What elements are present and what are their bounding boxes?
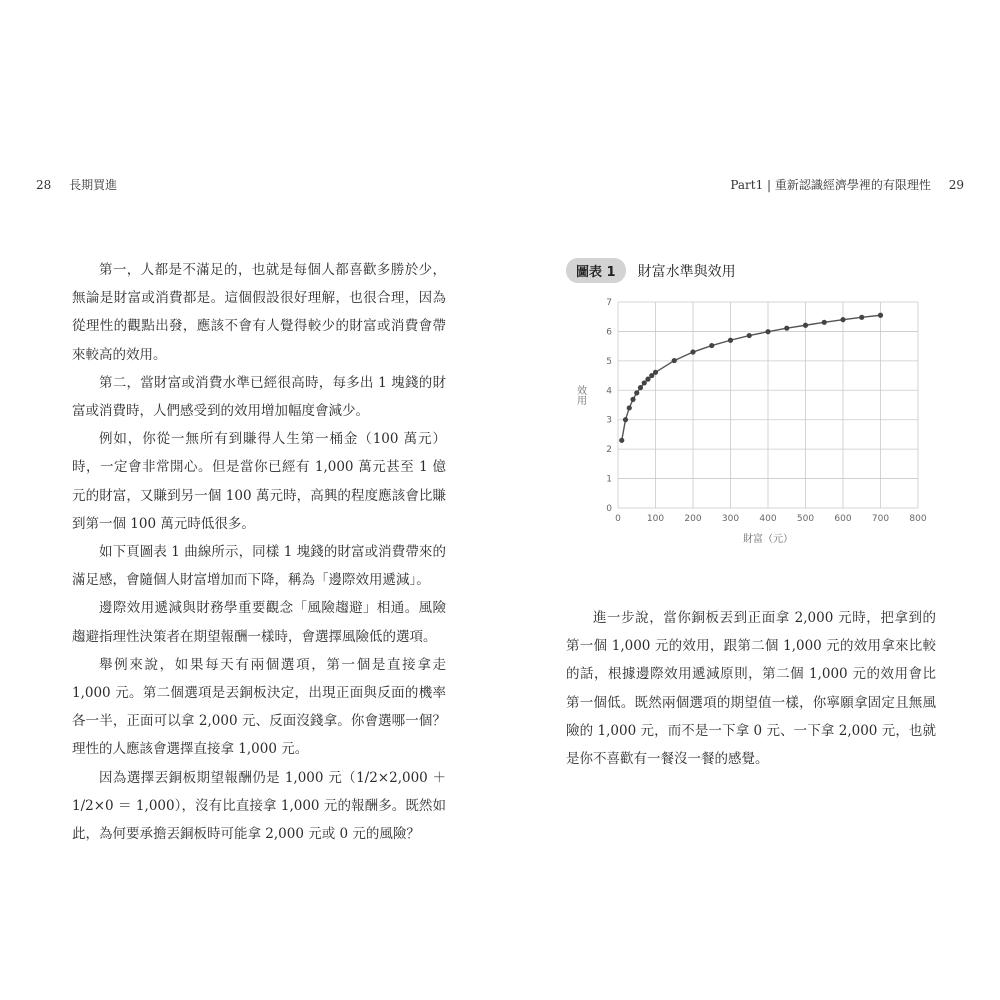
y-tick-label: 6 [606,327,612,338]
x-tick-label: 700 [871,514,890,524]
x-tick-label: 200 [684,514,702,524]
data-point [690,349,695,354]
figure-name: 財富水準與效用 [637,263,736,280]
data-point [709,343,714,348]
data-point [627,405,632,410]
right-page-number: 29 [948,178,964,192]
paragraph: 進一步說，當你銅板丟到正面拿 2,000 元時，把拿到的第一個 1,000 元的效用，跟第二個 1,000 元的效用拿來比較的話，根據邊際效用遞減原則，第二個 1,000 元的效用會比第一個低。既然兩個選項的期望值一樣，你寧願拿固定且無風險的 1,000 元，而不是一下拿 0 元、一下拿 2,000 元，也就是你不喜歡有一餐沒一餐的感覺。 [566,610,936,768]
data-point [642,380,647,385]
data-point [784,326,789,331]
paragraph: 第二，當財富或消費水準已經很高時，每多出 1 塊錢的財富或消費時，人們感受到的效用增加幅度會減少。 [72,374,446,420]
left-page-number: 28 [36,178,52,192]
data-point [630,397,635,402]
y-tick-label: 1 [606,474,612,485]
figure-title [566,258,736,283]
x-tick-label: 600 [834,514,852,524]
x-tick-label: 0 [615,514,621,524]
data-point [672,358,677,363]
data-point [859,315,864,320]
paragraph: 例如，你從一無所有到賺得人生第一桶金（100 萬元）時，一定會非常開心。但是當你已經有 1,000 萬元甚至 1 億元的財富，又賺到另一個 100 萬元時，高興的程度應該會比賺到第一個 100 萬元時低很多。 [72,431,446,532]
y-tick-label: 5 [606,356,612,367]
x-axis-label: 財富（元） [743,534,793,545]
data-point [803,323,808,328]
data-point [638,385,643,390]
y-axis-label: 效用 [574,385,586,405]
paragraph: 舉例來說，如果每天有兩個選項，第一個是直接拿走 1,000 元。第二個選項是丟銅板決定，出現正面與反面的機率各一半，正面可以拿 2,000 元、反面沒錢拿。你會選哪一個？理性的人應該會選擇直接拿 1,000 元。 [72,656,446,758]
y-tick-label: 3 [606,415,612,426]
left-page-body [72,256,446,848]
paragraph: 如下頁圖表 1 曲線所示，同樣 1 塊錢的財富或消費帶來的滿足感，會隨個人財富增加而下降，稱為「邊際效用遞減」。 [72,544,446,589]
y-tick-label: 2 [606,445,612,456]
paragraph: 第一，人都是不滿足的，也就是每個人都喜歡多勝於少，無論是財富或消費都是。這個假設很好理解，也很合理，因為從理性的觀點出發，應該不會有人覺得較少的財富或消費會帶來較高的效用。 [72,262,446,363]
y-tick-label: 4 [606,386,612,397]
x-tick-label: 500 [796,514,815,524]
paragraph: 邊際效用遞減與財務學重要觀念「風險趨避」相通。風險趨避指理性決策者在期望報酬一樣時，會選擇風險低的選項。 [72,600,446,645]
paragraph: 因為選擇丟銅板期望報酬仍是 1,000 元（1/2×2,000 ＋ 1/2×0 ＝ 1,000），沒有比直接拿 1,000 元的報酬多。既然如此，為何要承擔丟銅板時可能拿 2,000 元或 0 元的風險？ [72,769,446,843]
x-tick-label: 100 [646,514,665,524]
y-tick-label: 0 [606,504,612,514]
utility-chart [560,288,940,558]
section-title: Part1 | 重新認識經濟學裡的有限理性 [730,178,931,192]
right-page-header [730,176,964,193]
data-point [634,390,639,395]
data-point [747,333,752,338]
data-point [623,417,628,422]
x-tick-label: 800 [909,514,927,524]
data-point [619,438,624,443]
data-point [878,313,883,318]
left-page-header [36,176,117,193]
book-title: 長期買進 [69,178,118,192]
data-point [728,338,733,343]
data-point [653,370,658,375]
data-point [840,317,845,322]
x-tick-label: 300 [721,514,740,524]
x-tick-label: 400 [759,514,777,524]
figure-badge: 圖表 1 [566,258,626,283]
data-point [822,320,827,325]
y-tick-label: 7 [606,298,612,308]
right-page-body [566,604,936,773]
data-point [765,329,770,334]
